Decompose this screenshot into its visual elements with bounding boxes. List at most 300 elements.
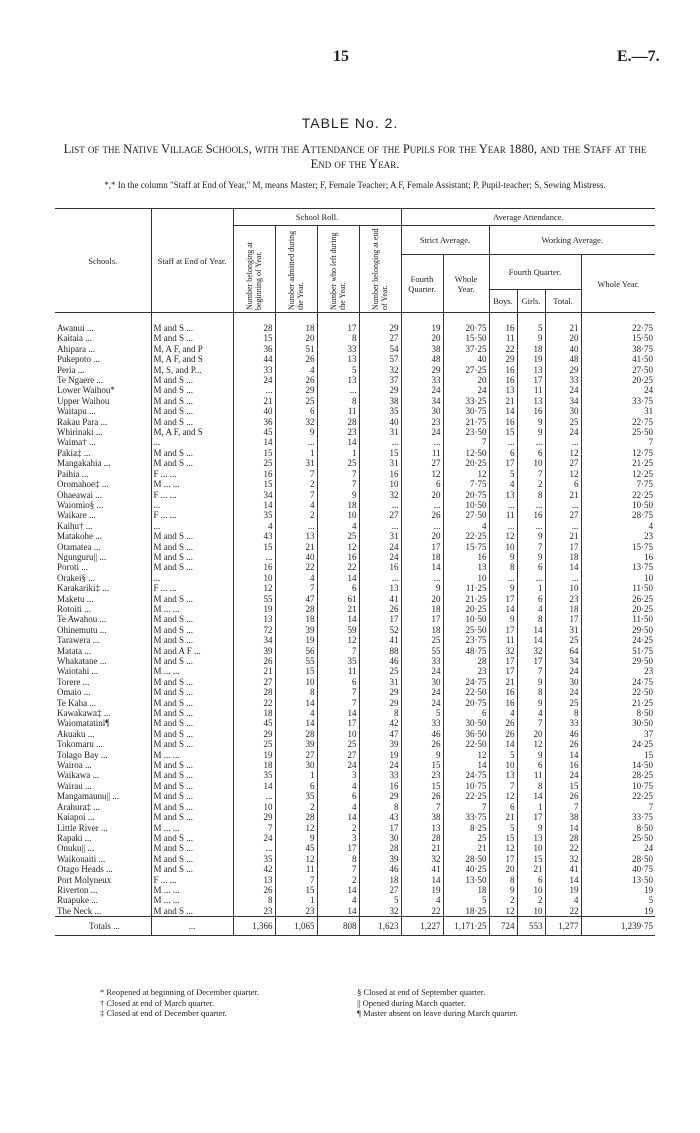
roll-left: 6 (317, 677, 359, 687)
table-row (55, 365, 655, 375)
roll-left: 22 (317, 562, 359, 572)
boys: 21 (489, 396, 517, 406)
strict-fourth-quarter: 26 (401, 510, 443, 520)
strict-fourth-quarter: 46 (401, 729, 443, 739)
school-name: Wairoa ... (57, 760, 92, 771)
staff: F ... ... (151, 583, 233, 593)
roll-beginning: 12 (233, 583, 275, 593)
staff: M ... ... (151, 479, 233, 489)
roll-beginning: 8 (233, 895, 275, 905)
working-whole-year: 19 (581, 885, 655, 895)
total: 14 (545, 562, 581, 572)
staff: M and S ... (151, 656, 233, 666)
boys: ... (489, 573, 517, 583)
school-name: Ohinemutu ... (57, 624, 107, 635)
girls: 18 (517, 344, 545, 354)
strict-whole-year: 24·75 (443, 677, 489, 687)
roll-beginning: 28 (233, 323, 275, 333)
working-average-header: Working Average. (489, 226, 655, 255)
girls: 12 (517, 739, 545, 749)
boys: 11 (489, 635, 517, 645)
total: 6 (545, 479, 581, 489)
working-whole-year: 23 (581, 531, 655, 541)
boys: 2 (489, 895, 517, 905)
boys: 17 (489, 854, 517, 864)
girls: 8 (517, 614, 545, 624)
roll-left: 7 (317, 687, 359, 697)
strict-fourth-quarter: 4 (401, 895, 443, 905)
strict-whole-year: 40 (443, 354, 489, 364)
strict-fourth-quarter: 17 (401, 542, 443, 552)
footnotes (100, 987, 620, 1019)
strict-fourth-quarter: ... (401, 573, 443, 583)
roll-beginning: ... (233, 552, 275, 562)
staff: M and S ... (151, 708, 233, 718)
strict-fourth-quarter: 24 (401, 698, 443, 708)
boys: 9 (489, 614, 517, 624)
girls: 7 (517, 469, 545, 479)
table-title: TABLE No. 2. (301, 115, 399, 131)
table-row (55, 479, 655, 489)
roll-end: 54 (359, 344, 401, 354)
staff: M ... ... (151, 895, 233, 905)
staff-legend-note: *,* In the column "Staff at End of Year," M, means Master; F, Female Teacher; A F, Female Assistant; P, Pupil-teacher; S, Sewing Mistress. (104, 180, 606, 190)
total: ... (545, 521, 581, 531)
girls: 16 (517, 406, 545, 416)
strict-fourth-quarter: 26 (401, 791, 443, 801)
strict-fourth-quarter: 15 (401, 760, 443, 770)
roll-end: 18 (359, 875, 401, 885)
total: 18 (545, 552, 581, 562)
roll-admitted: 28 (275, 729, 317, 739)
strict-whole-year: 18·25 (443, 906, 489, 917)
table-row (55, 708, 655, 718)
staff: M and S ... (151, 625, 233, 635)
roll-end: 8 (359, 802, 401, 812)
roll-left: 35 (317, 656, 359, 666)
boys: 16 (489, 365, 517, 375)
boys: 9 (489, 552, 517, 562)
strict-whole-year: 18 (443, 885, 489, 895)
table-row (55, 490, 655, 500)
roll-end: 8 (359, 708, 401, 718)
roll-end: 88 (359, 646, 401, 656)
totals-row (55, 917, 655, 936)
roll-left: 6 (317, 791, 359, 801)
table-row (55, 323, 655, 333)
footnote: ‡ Closed at end of December quarter. (100, 1008, 227, 1018)
roll-left: 61 (317, 594, 359, 604)
working-whole-year: 25·50 (581, 833, 655, 843)
boys: 16 (489, 375, 517, 385)
roll-left: 7 (317, 469, 359, 479)
total: 4 (545, 895, 581, 905)
staff: M and S ... (151, 448, 233, 458)
working-whole-year: 20·25 (581, 375, 655, 385)
working-whole-year: 10·75 (581, 781, 655, 791)
roll-admitted: 39 (275, 739, 317, 749)
roll-end: 31 (359, 458, 401, 468)
school-name: Orakei§ ... (57, 572, 95, 583)
table-row (55, 770, 655, 780)
table-row (55, 843, 655, 853)
roll-end: 47 (359, 729, 401, 739)
average-attendance-header: Average Attendance. (401, 209, 655, 226)
girls: ... (517, 573, 545, 583)
strict-fourth-quarter: 38 (401, 812, 443, 822)
strict-whole-year: 16 (443, 552, 489, 562)
girls: 17 (517, 656, 545, 666)
roll-beginning: ... (233, 843, 275, 853)
boys: 12 (489, 791, 517, 801)
school-name: Mangakahia ... (57, 458, 111, 469)
strict-fourth-quarter: 41 (401, 864, 443, 874)
staff: M, A F, and P (151, 344, 233, 354)
total: 14 (545, 823, 581, 833)
roll-left: 11 (317, 406, 359, 416)
working-whole-year: 11·50 (581, 614, 655, 624)
roll-left: 5 (317, 365, 359, 375)
roll-beginning: 26 (233, 885, 275, 895)
working-whole-year: 8·50 (581, 708, 655, 718)
staff: M and S ... (151, 375, 233, 385)
working-whole-year: 21·25 (581, 698, 655, 708)
roll-end: 5 (359, 895, 401, 905)
strict-whole-year: 10·50 (443, 500, 489, 510)
boys: 17 (489, 656, 517, 666)
boys: 17 (489, 594, 517, 604)
roll-admitted: 21 (275, 542, 317, 552)
girls: 21 (517, 864, 545, 874)
staff-header: Staff at End of Year. (151, 209, 233, 313)
roll-left: 7 (317, 479, 359, 489)
boys: 14 (489, 406, 517, 416)
strict-fourth-quarter: 30 (401, 677, 443, 687)
table-row (55, 739, 655, 749)
girls: 17 (517, 812, 545, 822)
table-row (55, 552, 655, 562)
table-row (55, 906, 655, 917)
working-whole-year: 5 (581, 895, 655, 905)
staff: F ... ... (151, 490, 233, 500)
roll-end: 32 (359, 490, 401, 500)
staff: M and S ... (151, 614, 233, 624)
table-row (55, 781, 655, 791)
total: 16 (545, 760, 581, 770)
staff: M and S ... (151, 760, 233, 770)
footnote: † Closed at end of March quarter. (100, 997, 215, 1008)
table-row (55, 791, 655, 801)
girls: ... (517, 437, 545, 447)
strict-whole-year: 23 (443, 666, 489, 676)
total: 46 (545, 729, 581, 739)
school-name: Mangamaunu|| ... (57, 791, 120, 802)
boys: 9 (489, 885, 517, 895)
roll-left: 14 (317, 906, 359, 917)
boys: 8 (489, 875, 517, 885)
roll-beginning: 23 (233, 906, 275, 917)
school-name: Onuku|| ... (57, 843, 95, 854)
roll-admitted: 4 (275, 573, 317, 583)
school-name: Rakau Para ... (57, 416, 108, 427)
total: 19 (545, 885, 581, 895)
strict-fourth-quarter: 55 (401, 646, 443, 656)
roll-end: 16 (359, 469, 401, 479)
boys: 9 (489, 583, 517, 593)
table-row (55, 677, 655, 687)
table-row (55, 375, 655, 385)
girls: 11 (517, 770, 545, 780)
working-whole-year: 15·50 (581, 333, 655, 343)
strict-whole-year: 27·25 (443, 365, 489, 375)
roll-beginning: 43 (233, 531, 275, 541)
roll-beginning: 22 (233, 698, 275, 708)
strict-whole-year: 28 (443, 656, 489, 666)
girls: 6 (517, 562, 545, 572)
strict-fourth-quarter: 33 (401, 375, 443, 385)
total: 14 (545, 750, 581, 760)
roll-admitted: 6 (275, 781, 317, 791)
working-whole-year: 23 (581, 666, 655, 676)
girls: 6 (517, 760, 545, 770)
staff: M and S ... (151, 458, 233, 468)
girls: 10 (517, 885, 545, 895)
school-name: Oromahoe‡ ... (57, 479, 109, 490)
strict-fourth-quarter: 33 (401, 718, 443, 728)
strict-fourth-quarter: 23 (401, 770, 443, 780)
boys: 6 (489, 448, 517, 458)
roll-left: 25 (317, 458, 359, 468)
girls: 16 (517, 510, 545, 520)
school-name: Poroti ... (57, 562, 89, 573)
boys: 5 (489, 469, 517, 479)
staff: M, A F, and S (151, 427, 233, 437)
roll-end: 24 (359, 760, 401, 770)
girls: ... (517, 521, 545, 531)
roll-beginning: ... (233, 385, 275, 395)
strict-fourth-quarter-header: Fourth Quarter. (401, 255, 443, 313)
girls: ... (517, 500, 545, 510)
roll-beginning: 40 (233, 406, 275, 416)
strict-fourth-quarter: 18 (401, 604, 443, 614)
roll-beginning: 39 (233, 646, 275, 656)
roll-end: 29 (359, 385, 401, 395)
school-name: Awanui ... (57, 323, 94, 333)
boys: 10 (489, 542, 517, 552)
total: 25 (545, 698, 581, 708)
roll-beginning: 4 (233, 521, 275, 531)
roll-left: 18 (317, 500, 359, 510)
roll-beginning: 24 (233, 833, 275, 843)
working-whole-year: 28·75 (581, 510, 655, 520)
strict-fourth-quarter: 19 (401, 885, 443, 895)
school-name: Waima† ... (57, 437, 96, 448)
totals-staff: ... (151, 917, 233, 936)
strict-fourth-quarter: 29 (401, 365, 443, 375)
roll-beginning: 15 (233, 448, 275, 458)
strict-whole-year: 21 (443, 843, 489, 853)
roll-end: 25 (359, 666, 401, 676)
staff: M and S ... (151, 562, 233, 572)
boys: 10 (489, 760, 517, 770)
strict-whole-year: 11·25 (443, 583, 489, 593)
working-whole-year: 28·50 (581, 854, 655, 864)
boys: 16 (489, 323, 517, 333)
table-row (55, 666, 655, 676)
strict-fourth-quarter: 24 (401, 687, 443, 697)
staff: M and S ... (151, 729, 233, 739)
total: 24 (545, 687, 581, 697)
total: 24 (545, 385, 581, 395)
strict-fourth-quarter: 30 (401, 406, 443, 416)
roll-admitted: 11 (275, 864, 317, 874)
roll-admitted: 29 (275, 385, 317, 395)
strict-fourth-quarter: 11 (401, 448, 443, 458)
girls: 32 (517, 646, 545, 656)
boys: 11 (489, 333, 517, 343)
staff: M ... ... (151, 604, 233, 614)
roll-end: 29 (359, 323, 401, 333)
roll-end: 40 (359, 417, 401, 427)
strict-fourth-quarter: 14 (401, 562, 443, 572)
strict-whole-year: 4 (443, 521, 489, 531)
total-boys: 724 (489, 917, 517, 936)
strict-fourth-quarter: 13 (401, 823, 443, 833)
total-working-whole: 1,239·75 (581, 917, 655, 936)
roll-beginning: 36 (233, 344, 275, 354)
strict-fourth-quarter: 22 (401, 906, 443, 917)
total: 33 (545, 718, 581, 728)
girls: 9 (517, 531, 545, 541)
staff: M and S ... (151, 718, 233, 728)
roll-admitted: 20 (275, 333, 317, 343)
roll-end: 35 (359, 406, 401, 416)
strict-fourth-quarter: 25 (401, 635, 443, 645)
roll-end-header: Number belonging at end of Year. (371, 228, 389, 310)
roll-admitted: 39 (275, 625, 317, 635)
school-name: Ahipara ... (57, 343, 95, 354)
staff: M and S ... (151, 323, 233, 333)
school-name: Te Ngaere ... (57, 375, 104, 386)
school-name: Torere ... (57, 676, 90, 687)
roll-left: 3 (317, 770, 359, 780)
school-name: Pukepoto ... (57, 354, 101, 365)
working-whole-year: 13·50 (581, 875, 655, 885)
total: 25 (545, 417, 581, 427)
staff: M ... ... (151, 750, 233, 760)
roll-left: 1 (317, 448, 359, 458)
roll-end: 19 (359, 750, 401, 760)
roll-left: 33 (317, 344, 359, 354)
strict-whole-year: 7·75 (443, 479, 489, 489)
strict-whole-year: 13·50 (443, 875, 489, 885)
roll-admitted: 9 (275, 833, 317, 843)
table-row (55, 510, 655, 520)
total: 24 (545, 666, 581, 676)
page-reference: E.—7. (617, 48, 660, 65)
roll-admitted: 28 (275, 604, 317, 614)
roll-admitted: 18 (275, 614, 317, 624)
boys: 4 (489, 479, 517, 489)
strict-fourth-quarter: 5 (401, 708, 443, 718)
roll-beginning: 36 (233, 417, 275, 427)
strict-whole-year: 20·75 (443, 323, 489, 333)
school-name: Otamatea ... (57, 541, 101, 552)
girls: 6 (517, 594, 545, 604)
roll-admitted: 12 (275, 823, 317, 833)
strict-whole-year: 15·75 (443, 542, 489, 552)
boys: 7 (489, 781, 517, 791)
total: 20 (545, 333, 581, 343)
roll-left: 2 (317, 875, 359, 885)
working-whole-year: 12·25 (581, 469, 655, 479)
strict-whole-year: 20 (443, 375, 489, 385)
roll-admitted: 35 (275, 791, 317, 801)
working-whole-year: 24 (581, 385, 655, 395)
roll-left: 23 (317, 427, 359, 437)
roll-beginning: 13 (233, 875, 275, 885)
total: 40 (545, 344, 581, 354)
page-number: 15 (333, 48, 349, 65)
roll-admitted-header: Number admitted during the Year. (287, 230, 305, 310)
roll-beginning: 25 (233, 458, 275, 468)
boys: 13 (489, 385, 517, 395)
strict-fourth-quarter: 12 (401, 469, 443, 479)
roll-end: 39 (359, 854, 401, 864)
total-strict-whole: 1,171·25 (443, 917, 489, 936)
girls: 14 (517, 635, 545, 645)
roll-beginning: 14 (233, 781, 275, 791)
total: 24 (545, 427, 581, 437)
school-name: Matata ... (57, 645, 91, 656)
strict-whole-year: 30·75 (443, 406, 489, 416)
table-row (55, 469, 655, 479)
roll-beginning: 25 (233, 739, 275, 749)
strict-whole-year: 30·50 (443, 718, 489, 728)
total: 28 (545, 833, 581, 843)
boys: 20 (489, 864, 517, 874)
roll-beginning: 35 (233, 510, 275, 520)
girls: 6 (517, 448, 545, 458)
working-whole-year: 24·25 (581, 635, 655, 645)
staff: M ... ... (151, 666, 233, 676)
working-whole-year: 29·50 (581, 625, 655, 635)
school-name: Wairau ... (57, 780, 92, 791)
working-whole-year: 24·75 (581, 677, 655, 687)
roll-admitted: 7 (275, 490, 317, 500)
boys-header: Boys. (489, 290, 517, 313)
roll-end: 33 (359, 770, 401, 780)
roll-admitted: 4 (275, 365, 317, 375)
roll-left: 8 (317, 396, 359, 406)
table-row (55, 594, 655, 604)
strict-whole-year: 20·75 (443, 698, 489, 708)
boys: 5 (489, 823, 517, 833)
roll-beginning: 21 (233, 666, 275, 676)
total: 17 (545, 614, 581, 624)
strict-whole-year: 23·75 (443, 635, 489, 645)
total: 23 (545, 594, 581, 604)
staff: M and S ... (151, 906, 233, 917)
strict-whole-year: 20·75 (443, 490, 489, 500)
strict-whole-year: 48·75 (443, 646, 489, 656)
table-row (55, 833, 655, 843)
roll-admitted: 1 (275, 448, 317, 458)
table-row (55, 333, 655, 343)
roll-admitted: 2 (275, 802, 317, 812)
roll-left: 8 (317, 854, 359, 864)
boys: 12 (489, 906, 517, 917)
